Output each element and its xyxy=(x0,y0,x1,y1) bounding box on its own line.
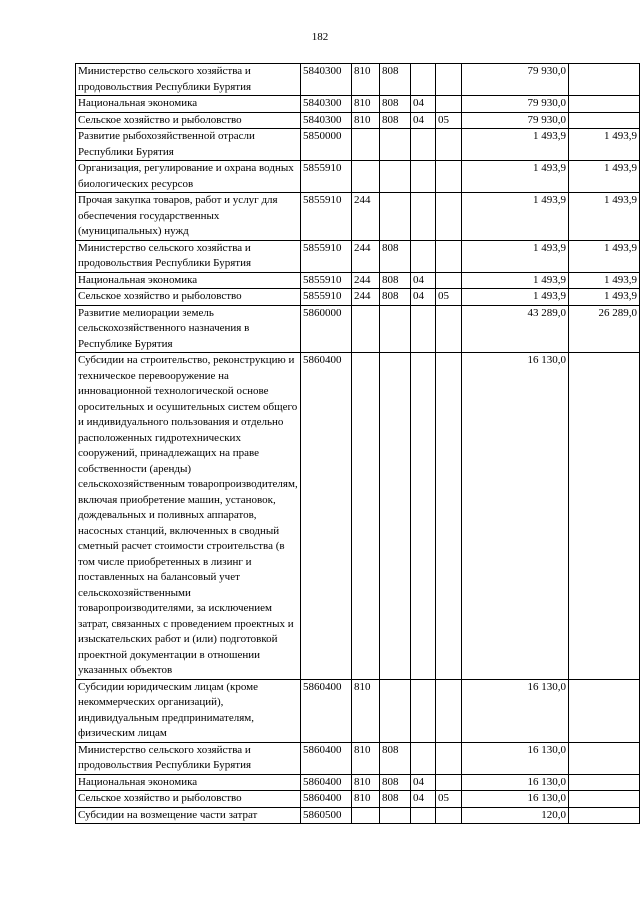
amount-federal-cell: 1 493,9 xyxy=(569,129,640,161)
expense-type-cell xyxy=(352,807,380,824)
row-name-cell: Развитие рыбохозяйственной отрасли Республики Бурятия xyxy=(76,129,301,161)
row-name-cell: Министерство сельского хозяйства и продовольствия Республики Бурятия xyxy=(76,742,301,774)
table-row xyxy=(76,774,640,791)
chapter-cell xyxy=(380,193,411,241)
amount-cell: 1 493,9 xyxy=(462,129,569,161)
amount-cell: 1 493,9 xyxy=(462,240,569,272)
amount-cell: 79 930,0 xyxy=(462,64,569,96)
amount-federal-cell xyxy=(569,679,640,742)
expense-type-cell xyxy=(352,161,380,193)
amount-cell: 120,0 xyxy=(462,807,569,824)
amount-federal-cell: 1 493,9 xyxy=(569,161,640,193)
table-row xyxy=(76,289,640,306)
subsection-cell: 05 xyxy=(436,112,462,129)
table-row xyxy=(76,96,640,113)
subsection-cell xyxy=(436,240,462,272)
target-article-cell: 5860400 xyxy=(301,774,352,791)
row-name-cell: Субсидии юридическим лицам (кроме некоммерческих организаций), индивидуальным предпринимателям, физическим лицам xyxy=(76,679,301,742)
amount-federal-cell: 1 493,9 xyxy=(569,289,640,306)
amount-cell: 16 130,0 xyxy=(462,774,569,791)
expense-type-cell xyxy=(352,305,380,353)
subsection-cell xyxy=(436,305,462,353)
section-cell xyxy=(411,305,436,353)
target-article-cell: 5855910 xyxy=(301,272,352,289)
target-article-cell: 5840300 xyxy=(301,96,352,113)
row-name-cell: Прочая закупка товаров, работ и услуг для обеспечения государственных (муниципальных) нужд xyxy=(76,193,301,241)
row-name-cell: Министерство сельского хозяйства и продовольствия Республики Бурятия xyxy=(76,240,301,272)
table-row xyxy=(76,64,640,96)
table-row xyxy=(76,240,640,272)
amount-cell: 16 130,0 xyxy=(462,353,569,680)
table-row xyxy=(76,679,640,742)
amount-federal-cell xyxy=(569,112,640,129)
chapter-cell xyxy=(380,305,411,353)
row-name-cell: Министерство сельского хозяйства и продовольствия Республики Бурятия xyxy=(76,64,301,96)
table-row xyxy=(76,272,640,289)
amount-federal-cell xyxy=(569,64,640,96)
expense-type-cell: 244 xyxy=(352,289,380,306)
chapter-cell xyxy=(380,807,411,824)
section-cell xyxy=(411,679,436,742)
amount-cell: 79 930,0 xyxy=(462,112,569,129)
table-row xyxy=(76,353,640,680)
expense-type-cell: 244 xyxy=(352,240,380,272)
amount-federal-cell: 1 493,9 xyxy=(569,240,640,272)
subsection-cell xyxy=(436,64,462,96)
section-cell xyxy=(411,193,436,241)
section-cell: 04 xyxy=(411,112,436,129)
target-article-cell: 5855910 xyxy=(301,289,352,306)
expense-type-cell: 810 xyxy=(352,679,380,742)
target-article-cell: 5860400 xyxy=(301,679,352,742)
chapter-cell xyxy=(380,129,411,161)
section-cell xyxy=(411,807,436,824)
subsection-cell xyxy=(436,96,462,113)
amount-federal-cell: 26 289,0 xyxy=(569,305,640,353)
amount-federal-cell xyxy=(569,791,640,808)
amount-federal-cell xyxy=(569,96,640,113)
chapter-cell: 808 xyxy=(380,774,411,791)
target-article-cell: 5860000 xyxy=(301,305,352,353)
chapter-cell: 808 xyxy=(380,240,411,272)
subsection-cell xyxy=(436,272,462,289)
chapter-cell: 808 xyxy=(380,272,411,289)
expense-type-cell: 810 xyxy=(352,791,380,808)
chapter-cell: 808 xyxy=(380,289,411,306)
section-cell xyxy=(411,353,436,680)
section-cell xyxy=(411,64,436,96)
expense-type-cell: 810 xyxy=(352,742,380,774)
row-name-cell: Сельское хозяйство и рыболовство xyxy=(76,791,301,808)
row-name-cell: Национальная экономика xyxy=(76,272,301,289)
section-cell: 04 xyxy=(411,289,436,306)
row-name-cell: Развитие мелиорации земель сельскохозяйственного назначения в Республике Бурятия xyxy=(76,305,301,353)
table-row xyxy=(76,305,640,353)
subsection-cell: 05 xyxy=(436,791,462,808)
amount-federal-cell xyxy=(569,774,640,791)
chapter-cell: 808 xyxy=(380,112,411,129)
table-row xyxy=(76,791,640,808)
row-name-cell: Сельское хозяйство и рыболовство xyxy=(76,112,301,129)
amount-cell: 1 493,9 xyxy=(462,289,569,306)
row-name-cell: Субсидии на возмещение части затрат xyxy=(76,807,301,824)
amount-federal-cell xyxy=(569,353,640,680)
row-name-cell: Сельское хозяйство и рыболовство xyxy=(76,289,301,306)
section-cell xyxy=(411,161,436,193)
section-cell: 04 xyxy=(411,791,436,808)
section-cell xyxy=(411,240,436,272)
section-cell: 04 xyxy=(411,96,436,113)
amount-cell: 1 493,9 xyxy=(462,193,569,241)
subsection-cell xyxy=(436,353,462,680)
amount-cell: 16 130,0 xyxy=(462,679,569,742)
expense-type-cell: 810 xyxy=(352,96,380,113)
chapter-cell: 808 xyxy=(380,96,411,113)
row-name-cell: Организация, регулирование и охрана водных биологических ресурсов xyxy=(76,161,301,193)
target-article-cell: 5855910 xyxy=(301,193,352,241)
chapter-cell: 808 xyxy=(380,64,411,96)
chapter-cell xyxy=(380,161,411,193)
expense-type-cell: 244 xyxy=(352,193,380,241)
chapter-cell xyxy=(380,353,411,680)
section-cell: 04 xyxy=(411,272,436,289)
section-cell: 04 xyxy=(411,774,436,791)
amount-federal-cell: 1 493,9 xyxy=(569,272,640,289)
table-row xyxy=(76,161,640,193)
amount-federal-cell: 1 493,9 xyxy=(569,193,640,241)
target-article-cell: 5855910 xyxy=(301,161,352,193)
page-number: 182 xyxy=(311,31,329,43)
target-article-cell: 5840300 xyxy=(301,64,352,96)
subsection-cell xyxy=(436,161,462,193)
target-article-cell: 5850000 xyxy=(301,129,352,161)
amount-cell: 79 930,0 xyxy=(462,96,569,113)
table-row xyxy=(76,807,640,824)
target-article-cell: 5860500 xyxy=(301,807,352,824)
row-name-cell: Национальная экономика xyxy=(76,96,301,113)
section-cell xyxy=(411,129,436,161)
amount-federal-cell xyxy=(569,742,640,774)
subsection-cell xyxy=(436,193,462,241)
target-article-cell: 5860400 xyxy=(301,791,352,808)
subsection-cell xyxy=(436,774,462,791)
table-row xyxy=(76,193,640,241)
amount-cell: 1 493,9 xyxy=(462,272,569,289)
amount-cell: 16 130,0 xyxy=(462,791,569,808)
subsection-cell: 05 xyxy=(436,289,462,306)
target-article-cell: 5855910 xyxy=(301,240,352,272)
budget-table-body xyxy=(76,64,640,824)
amount-cell: 16 130,0 xyxy=(462,742,569,774)
subsection-cell xyxy=(436,807,462,824)
target-article-cell: 5860400 xyxy=(301,353,352,680)
table-row xyxy=(76,129,640,161)
amount-cell: 1 493,9 xyxy=(462,161,569,193)
expense-type-cell xyxy=(352,353,380,680)
target-article-cell: 5860400 xyxy=(301,742,352,774)
subsection-cell xyxy=(436,129,462,161)
expense-type-cell: 810 xyxy=(352,112,380,129)
section-cell xyxy=(411,742,436,774)
amount-cell: 43 289,0 xyxy=(462,305,569,353)
budget-table xyxy=(75,63,640,824)
expense-type-cell: 810 xyxy=(352,774,380,791)
expense-type-cell: 810 xyxy=(352,64,380,96)
amount-federal-cell xyxy=(569,807,640,824)
subsection-cell xyxy=(436,742,462,774)
table-row xyxy=(76,742,640,774)
subsection-cell xyxy=(436,679,462,742)
expense-type-cell: 244 xyxy=(352,272,380,289)
target-article-cell: 5840300 xyxy=(301,112,352,129)
row-name-cell: Национальная экономика xyxy=(76,774,301,791)
expense-type-cell xyxy=(352,129,380,161)
chapter-cell: 808 xyxy=(380,791,411,808)
chapter-cell xyxy=(380,679,411,742)
table-row xyxy=(76,112,640,129)
chapter-cell: 808 xyxy=(380,742,411,774)
row-name-cell: Субсидии на строительство, реконструкцию и техническое перевооружение на инновационной технологической основе оросительных и осушительных систем общего и индивидуального пользования и отдельно расположенных гидротехнических сооружений, принадлежащих на праве собственности (аренды) сельскохозяйственным товаропроизводителям, включая приобретение машин, установок, дождевальных и поливных аппаратов, насосных станций, включенных в сводный сметный расчет стоимости строительства (в том числе приобретенных в лизинг и поставленных на балансовый учет сельскохозяйственными товаропроизводителями, за исключением затрат, связанных с проведением проектных и изыскательских работ и (или) подготовкой проектной документации в отношении указанных объектов xyxy=(76,353,301,680)
